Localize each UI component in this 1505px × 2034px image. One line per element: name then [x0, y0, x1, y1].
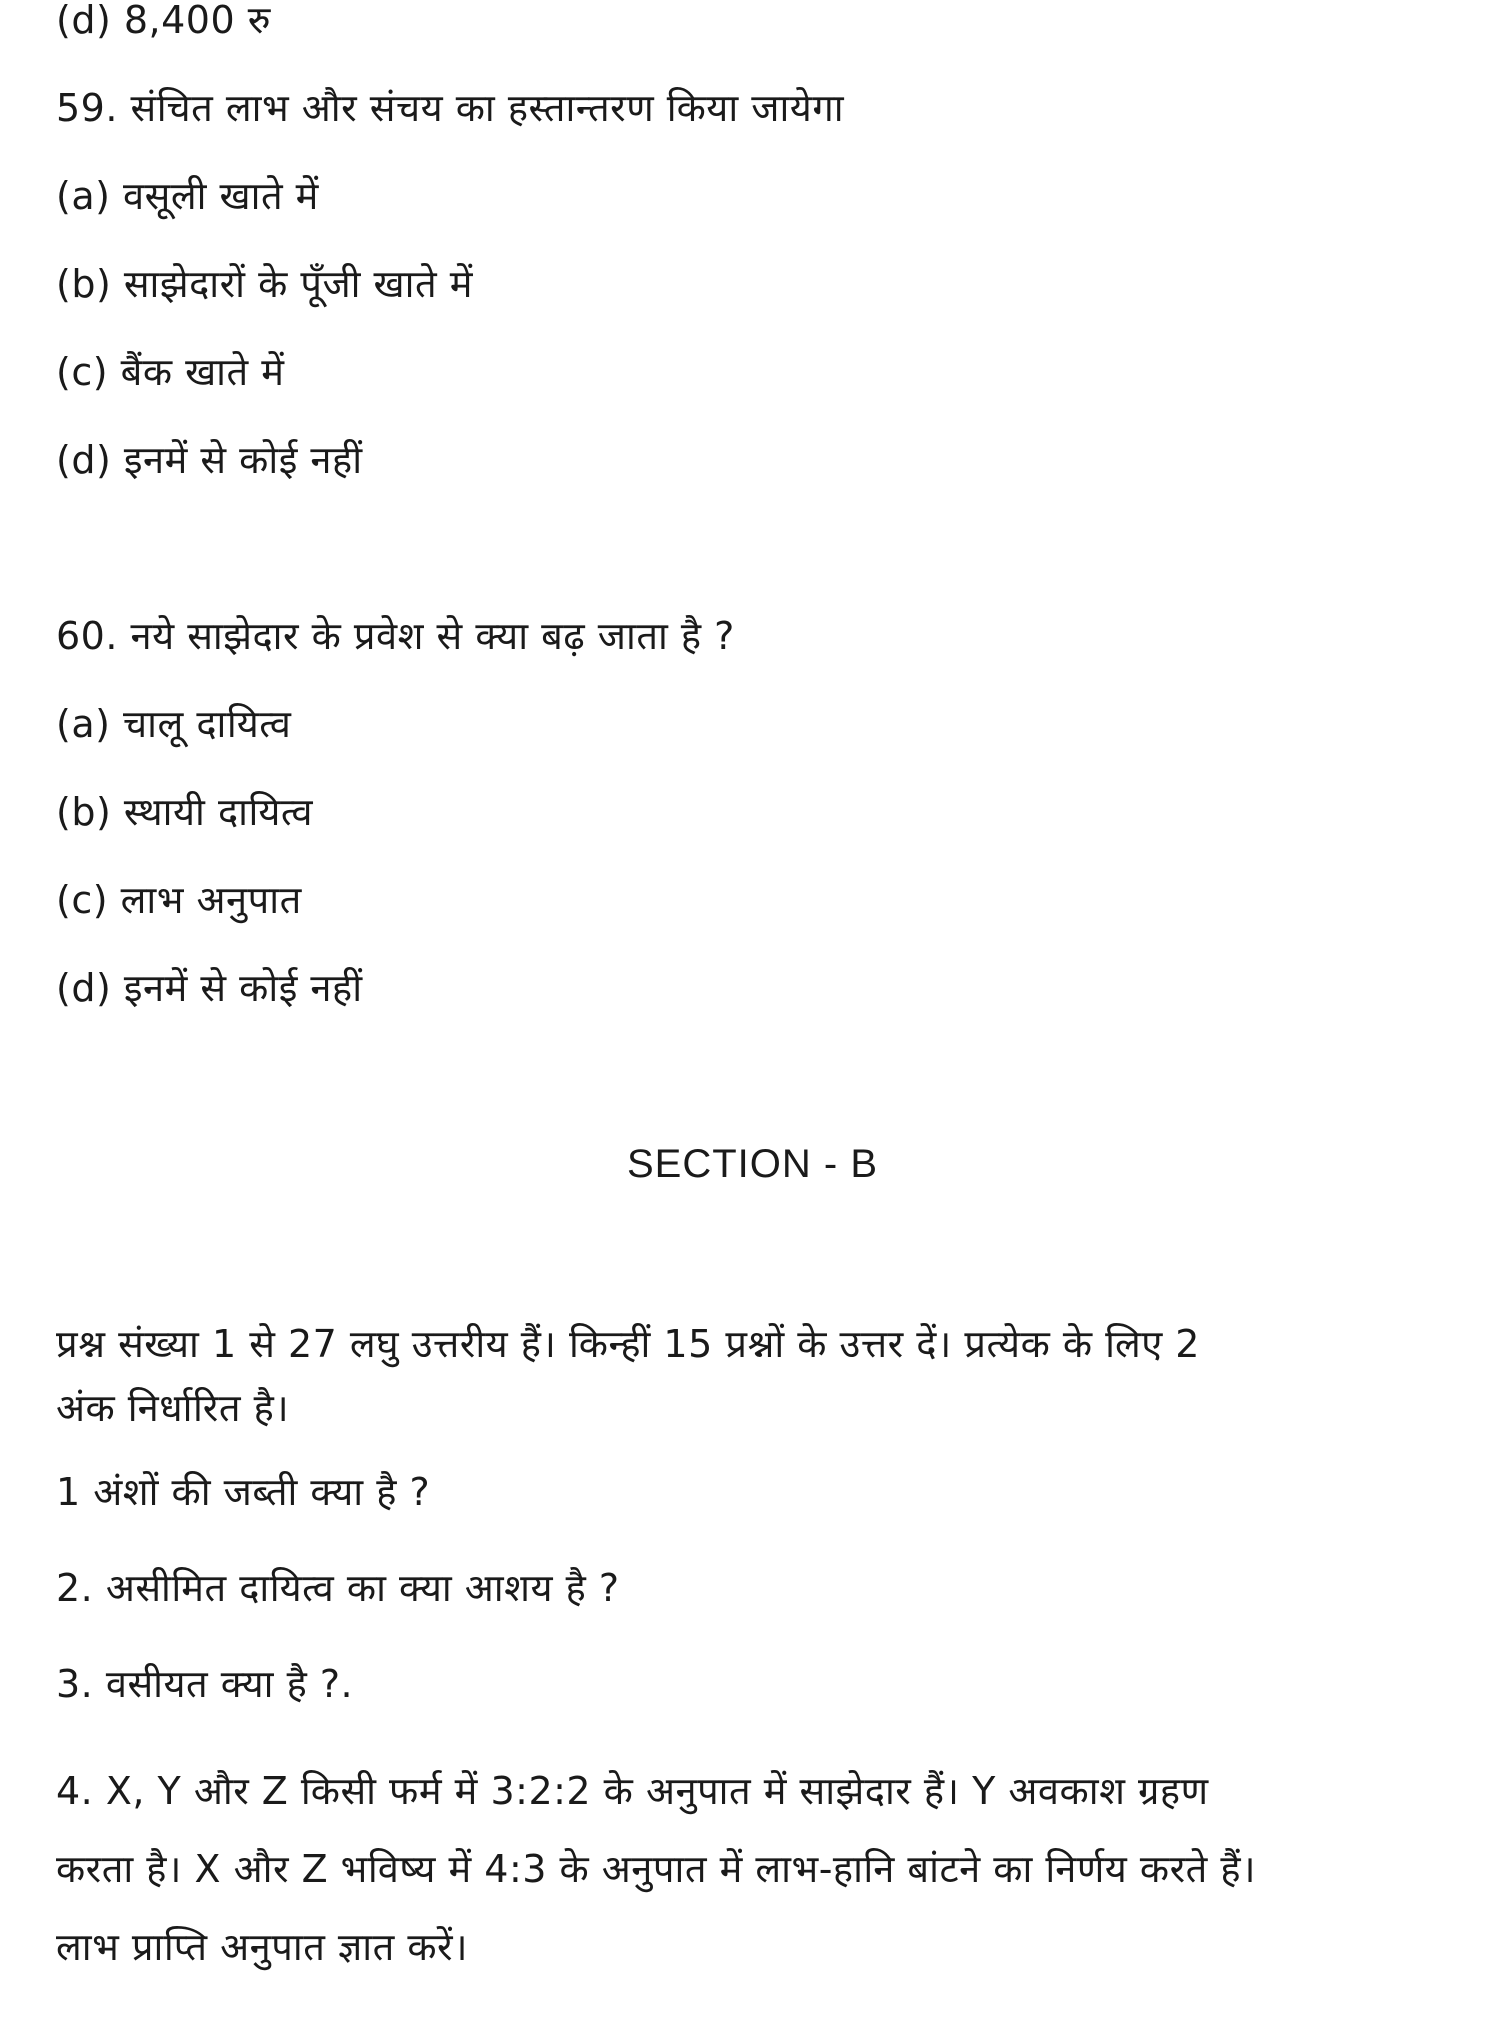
section-b-instructions [56, 1312, 1456, 1440]
q60-option-c: (c) लाभ अनुपात [56, 878, 302, 922]
q59-question: 59. संचित लाभ और संचय का हस्तान्तरण किया जायेगा [56, 86, 845, 130]
q58-option-d: (d) 8,400 रु [56, 0, 271, 42]
q60-option-a: (a) चालू दायित्व [56, 702, 292, 746]
sb-question-2: 2. असीमित दायित्व का क्या आशय है ? [56, 1566, 620, 1610]
q60-option-b: (b) स्थायी दायित्व [56, 790, 314, 834]
sb-question-4 [56, 1752, 1456, 1986]
sb-question-1: 1 अंशों की जब्ती क्या है ? [56, 1470, 431, 1514]
section-b-heading: SECTION - B [626, 1142, 879, 1186]
q60-question: 60. नये साझेदार के प्रवेश से क्या बढ़ जाता है ? [56, 614, 735, 658]
q59-option-a: (a) वसूली खाते में [56, 174, 319, 218]
question-line: 4. X, Y और Z किसी फर्म में 3:2:2 के अनुपात में साझेदार हैं। Y अवकाश ग्रहण [56, 1769, 1209, 1813]
sb-question-3: 3. वसीयत क्या है ?. [56, 1662, 354, 1706]
q59-option-d: (d) इनमें से कोई नहीं [56, 438, 363, 482]
q60-option-d: (d) इनमें से कोई नहीं [56, 966, 363, 1010]
question-line: लाभ प्राप्ति अनुपात ज्ञात करें। [56, 1925, 469, 1969]
question-line: करता है। X और Z भविष्य में 4:3 के अनुपात में लाभ-हानि बांटने का निर्णय करते हैं। [56, 1847, 1256, 1891]
instruction-line: प्रश्न संख्या 1 से 27 लघु उत्तरीय हैं। किन्हीं 15 प्रश्नों के उत्तर दें। प्रत्येक के लिए 2 [56, 1322, 1200, 1366]
q59-option-b: (b) साझेदारों के पूँजी खाते में [56, 262, 473, 306]
q59-option-c: (c) बैंक खाते में [56, 350, 285, 394]
instruction-line: अंक निर्धारित है। [56, 1386, 290, 1430]
